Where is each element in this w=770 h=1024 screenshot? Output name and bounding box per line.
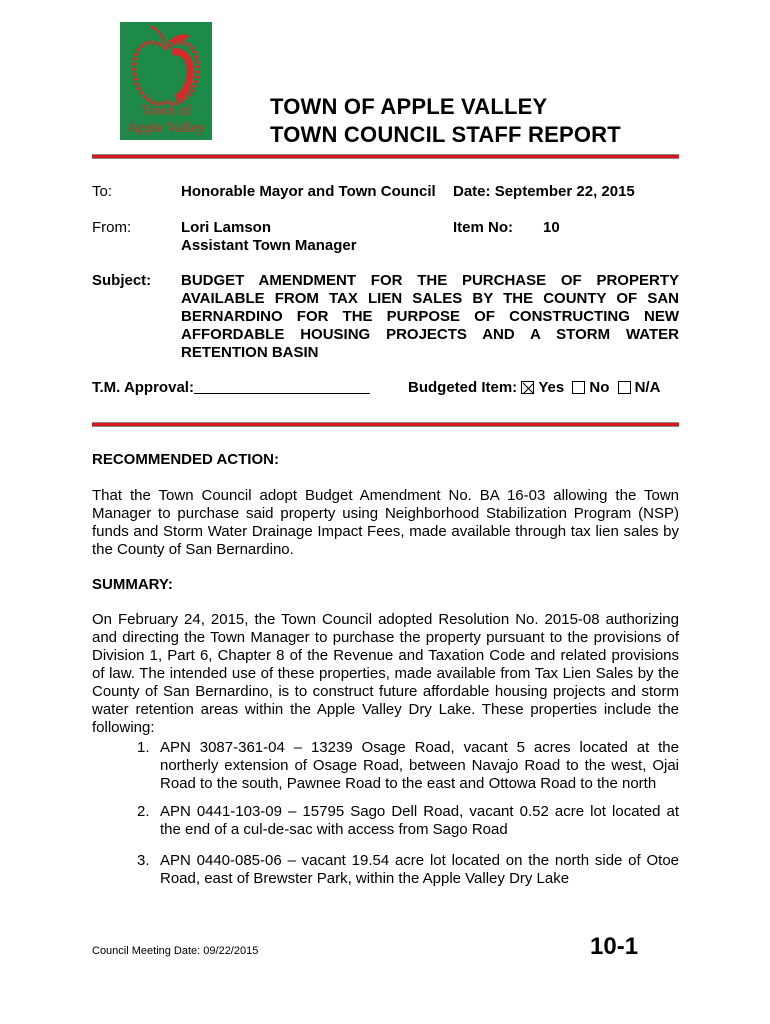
na-checkbox[interactable] [618, 381, 631, 394]
from-label: From: [92, 219, 132, 236]
list-item: APN 3087-361-04 – 13239 Osage Road, vacant 5 acres located at the northerly extension of Osage Road, between Navajo Road to the west, Ojai Road to the south, Pawnee Road to the east and Ottowa Road to the north [160, 739, 679, 792]
logo-line-1: Town of [140, 103, 192, 119]
approval-label: T.M. Approval: [92, 379, 194, 396]
to-value: Honorable Mayor and Town Council [181, 183, 436, 200]
logo-line-2: Apple Valley [126, 120, 206, 136]
town-logo [120, 22, 212, 140]
approval-line [92, 379, 370, 396]
page-number: 10-1 [590, 933, 639, 960]
yes-label: Yes [538, 379, 565, 396]
list-item-number: 1. [137, 739, 150, 756]
report-title-line-2: TOWN COUNCIL STAFF REPORT [270, 122, 621, 147]
from-name: Lori Lamson [181, 219, 272, 236]
na-label: N/A [634, 379, 661, 396]
budgeted-item [408, 379, 660, 396]
summary-text: On February 24, 2015, the Town Council adopted Resolution No. 2015-08 authorizing and directing the Town Manager to purchase the property pursuant to the provisions of Division 1, Part 6, Chapter 8 of the Revenue and Taxation Code and related provisions of law. The intended use of these properties, made available from Tax Lien Sales by the County of San Bernardino, is to construct future affordable housing projects and storm water retention areas within the Apple Valley Dry Lake. These properties include the following: [92, 611, 679, 736]
date-label [453, 183, 635, 200]
subject-value: BUDGET AMENDMENT FOR THE PURCHASE OF PROPERTY AVAILABLE FROM TAX LIEN SALES BY THE COUNTY OF SAN BERNARDINO FOR THE PURPOSE OF CONSTRUCTING NEW AFFORDABLE HOUSING PROJECTS AND A STORM WATER RETENTION BASIN [181, 272, 679, 361]
budgeted-label: Budgeted Item: [408, 379, 518, 396]
report-title-line-1: TOWN OF APPLE VALLEY [270, 94, 548, 119]
meta-divider [92, 422, 679, 427]
item-value: 10 [543, 219, 560, 236]
summary-heading: SUMMARY: [92, 576, 173, 593]
yes-checkbox[interactable] [521, 381, 534, 394]
date-label-text: Date: [453, 183, 491, 200]
approval-signature-line[interactable] [194, 379, 370, 394]
to-label: To: [92, 183, 113, 200]
no-label: No [589, 379, 610, 396]
date-value: September 22, 2015 [494, 183, 635, 200]
item-label: Item No: [453, 219, 513, 236]
header-divider [92, 154, 679, 159]
recommended-heading: RECOMMENDED ACTION: [92, 451, 279, 468]
recommended-text: That the Town Council adopt Budget Amendment No. BA 16-03 allowing the Town Manager to purchase said property using Neighborhood Stabilization Program (NSP) funds and Storm Water Drainage Impact Fees, made available through tax lien sales by the County of San Bernardino. [92, 487, 679, 558]
no-checkbox[interactable] [572, 381, 585, 394]
footer-meeting-date: Council Meeting Date: 09/22/2015 [92, 945, 259, 957]
list-item-number: 3. [137, 852, 150, 869]
list-item: APN 0441-103-09 – 15795 Sago Dell Road, vacant 0.52 acre lot located at the end of a cul-de-sac with access from Sago Road [160, 803, 679, 838]
from-title: Assistant Town Manager [181, 237, 357, 254]
list-item-number: 2. [137, 803, 150, 820]
subject-label: Subject: [92, 272, 152, 289]
list-item: APN 0440-085-06 – vacant 19.54 acre lot located on the north side of Otoe Road, east of Brewster Park, within the Apple Valley Dry Lake [160, 852, 679, 887]
